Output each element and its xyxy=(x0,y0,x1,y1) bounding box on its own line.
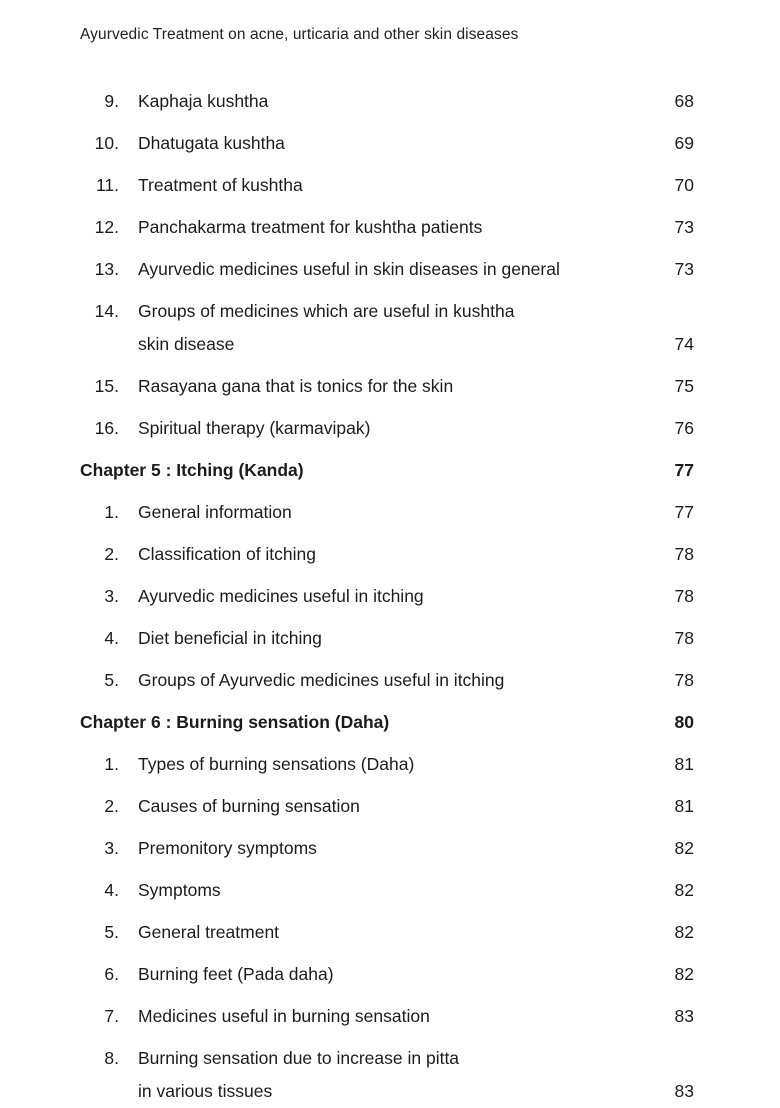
toc-entry-page: 83 xyxy=(674,1081,694,1101)
toc-entry-title: Medicines useful in burning sensation xyxy=(138,1006,430,1026)
toc-entry xyxy=(80,543,694,566)
toc-chapter-heading xyxy=(80,711,694,734)
toc-entry-number: 12. xyxy=(94,217,119,237)
toc-entry-number: 15. xyxy=(94,376,119,396)
toc-entry xyxy=(80,375,694,398)
toc-entry-page: 73 xyxy=(674,217,694,237)
toc-entry-title-line2: in various tissues xyxy=(138,1081,273,1101)
toc-entry xyxy=(80,216,694,239)
toc-entry-title: Premonitory symptoms xyxy=(138,838,317,858)
toc-entry-page: 78 xyxy=(674,544,694,564)
table-of-contents xyxy=(80,90,694,1103)
toc-entry-page: 82 xyxy=(674,838,694,858)
toc-entry-number: 3. xyxy=(104,838,119,858)
toc-entry xyxy=(80,90,694,113)
toc-entry-page: 83 xyxy=(674,1006,694,1026)
toc-entry-page: 82 xyxy=(674,922,694,942)
toc-entry xyxy=(80,627,694,650)
toc-entry-title: General treatment xyxy=(138,922,280,942)
toc-entry xyxy=(80,837,694,860)
toc-entry xyxy=(80,963,694,986)
toc-entry-title: Symptoms xyxy=(138,880,221,900)
toc-entry xyxy=(80,669,694,692)
page-header: Ayurvedic Treatment on acne, urticaria and other skin diseases xyxy=(80,26,519,43)
toc-entry-number: 1. xyxy=(104,502,119,522)
toc-entry-page: 81 xyxy=(674,796,694,816)
toc-chapter-title: Chapter 6 : Burning sensation (Daha) xyxy=(80,712,390,732)
toc-entry-page: 74 xyxy=(674,334,694,354)
toc-entry xyxy=(80,879,694,902)
toc-chapter-heading xyxy=(80,459,694,482)
toc-entry xyxy=(80,1005,694,1028)
toc-entry-page: 82 xyxy=(674,964,694,984)
toc-entry-title: Causes of burning sensation xyxy=(138,796,360,816)
toc-entry xyxy=(80,921,694,944)
toc-chapter-page: 80 xyxy=(674,712,694,732)
toc-entry-number: 2. xyxy=(104,544,119,564)
toc-chapter-page: 77 xyxy=(674,460,694,480)
toc-entry-number: 4. xyxy=(104,628,119,648)
toc-entry-number: 7. xyxy=(104,1006,119,1026)
toc-entry-title: Panchakarma treatment for kushtha patients xyxy=(138,217,483,237)
toc-entry-number: 16. xyxy=(94,418,119,438)
toc-entry-page: 81 xyxy=(674,754,694,774)
toc-entry-number: 1. xyxy=(104,754,119,774)
toc-entry-title: General information xyxy=(138,502,292,522)
toc-entry-page: 75 xyxy=(674,376,694,396)
toc-entry-number: 13. xyxy=(94,259,119,279)
toc-entry-title: Diet beneficial in itching xyxy=(138,628,322,648)
toc-entry-page: 78 xyxy=(674,670,694,690)
toc-entry xyxy=(80,132,694,155)
toc-entry-title: Ayurvedic medicines useful in skin diseases in general xyxy=(138,259,560,279)
toc-entry-title-line2: skin disease xyxy=(138,334,235,354)
toc-entry-number: 5. xyxy=(104,670,119,690)
toc-entry-number: 3. xyxy=(104,586,119,606)
toc-entry-title: Groups of Ayurvedic medicines useful in itching xyxy=(138,670,505,690)
toc-entry-title: Dhatugata kushtha xyxy=(138,133,285,153)
toc-entry xyxy=(80,300,694,356)
toc-entry-title: Burning feet (Pada daha) xyxy=(138,964,334,984)
toc-entry-page: 78 xyxy=(674,586,694,606)
toc-entry-title: Treatment of kushtha xyxy=(138,175,303,195)
toc-entry-number: 6. xyxy=(104,964,119,984)
toc-entry xyxy=(80,585,694,608)
toc-entry-number: 5. xyxy=(104,922,119,942)
toc-entry xyxy=(80,501,694,524)
toc-entry-number: 4. xyxy=(104,880,119,900)
toc-entry xyxy=(80,417,694,440)
toc-entry-page: 69 xyxy=(674,133,694,153)
toc-entry-page: 77 xyxy=(674,502,694,522)
toc-entry-title: Ayurvedic medicines useful in itching xyxy=(138,586,424,606)
toc-entry-number: 14. xyxy=(94,301,119,321)
toc-entry-title: Kaphaja kushtha xyxy=(138,91,269,111)
toc-entry xyxy=(80,753,694,776)
toc-chapter-title: Chapter 5 : Itching (Kanda) xyxy=(80,460,304,480)
toc-entry-number: 10. xyxy=(94,133,119,153)
toc-entry-title: Classification of itching xyxy=(138,544,316,564)
toc-entry-page: 76 xyxy=(674,418,694,438)
toc-entry xyxy=(80,174,694,197)
toc-entry xyxy=(80,258,694,281)
toc-entry-title xyxy=(119,300,652,356)
toc-entry-number: 9. xyxy=(104,91,119,111)
toc-entry-page: 73 xyxy=(674,259,694,279)
toc-entry-number: 11. xyxy=(95,175,119,195)
toc-entry-title-line1: Burning sensation due to increase in pitta xyxy=(138,1048,460,1068)
toc-entry-page: 82 xyxy=(674,880,694,900)
toc-entry-number: 8. xyxy=(104,1048,119,1068)
toc-entry-title-line1: Groups of medicines which are useful in kushtha xyxy=(138,301,515,321)
toc-entry-page: 78 xyxy=(674,628,694,648)
toc-entry-page: 68 xyxy=(674,91,694,111)
toc-entry-title: Rasayana gana that is tonics for the skin xyxy=(138,376,454,396)
toc-entry-title xyxy=(119,1047,652,1103)
toc-entry-number: 2. xyxy=(104,796,119,816)
toc-entry-title: Spiritual therapy (karmavipak) xyxy=(138,418,371,438)
toc-entry-page: 70 xyxy=(674,175,694,195)
toc-entry xyxy=(80,1047,694,1103)
toc-entry xyxy=(80,795,694,818)
toc-entry-title: Types of burning sensations (Daha) xyxy=(138,754,415,774)
